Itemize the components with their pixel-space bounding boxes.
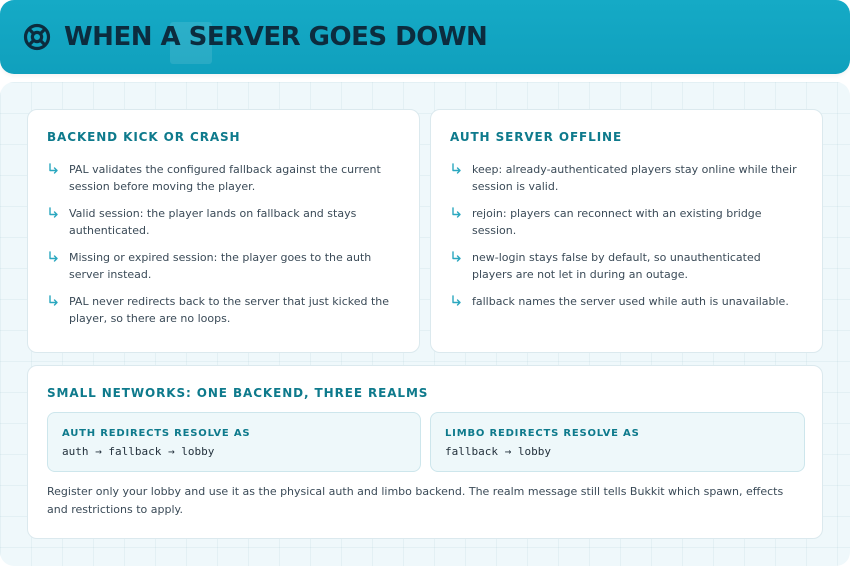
lifebuoy-icon <box>22 22 52 52</box>
list-item <box>450 293 804 310</box>
auth-redirects-box <box>47 412 421 472</box>
limbo-redirects-box <box>430 412 805 472</box>
list-item <box>47 293 401 327</box>
card-title: SMALL NETWORKS: ONE BACKEND, THREE REALMS <box>47 386 429 400</box>
limbo-redirects-chain: fallback → lobby <box>445 445 551 458</box>
list-item <box>450 249 804 283</box>
auth-redirects-title: AUTH REDIRECTS RESOLVE AS <box>62 428 251 439</box>
arrow-down-right-icon <box>450 163 462 175</box>
list-item-text: rejoin: players can reconnect with an existing bridge session. <box>472 207 762 237</box>
arrow-down-right-icon <box>47 251 59 263</box>
arrow-down-right-icon <box>47 207 59 219</box>
list-item-text: PAL never redirects back to the server that just kicked the player, so there are no loops. <box>69 295 390 325</box>
arrow-down-right-icon <box>47 295 59 307</box>
list-item <box>47 249 401 283</box>
card-title: AUTH SERVER OFFLINE <box>450 130 623 144</box>
list-item <box>450 161 804 195</box>
limbo-redirects-title: LIMBO REDIRECTS RESOLVE AS <box>445 428 640 439</box>
arrow-down-right-icon <box>47 163 59 175</box>
list-item-text: PAL validates the configured fallback against the current session before moving the player. <box>69 163 381 193</box>
arrow-down-right-icon <box>450 207 462 219</box>
card-small-networks <box>27 365 823 539</box>
list-item-text: keep: already-authenticated players stay online while their session is valid. <box>472 163 797 193</box>
page-title: WHEN A SERVER GOES DOWN <box>64 22 488 52</box>
card-backend-kick <box>27 109 420 353</box>
list-item-text: new-login stays false by default, so unauthenticated players are not let in during an outage. <box>472 251 761 281</box>
page-header <box>0 0 850 74</box>
bullet-list <box>450 161 804 310</box>
small-network-note: Register only your lobby and use it as the physical auth and limbo backend. The realm message still tells Bukkit which spawn, effects and restrictions to apply. <box>47 485 784 516</box>
list-item-text: fallback names the server used while auth is unavailable. <box>472 295 789 308</box>
card-title: BACKEND KICK OR CRASH <box>47 130 241 144</box>
bullet-list <box>47 161 401 327</box>
card-auth-offline <box>430 109 823 353</box>
arrow-down-right-icon <box>450 251 462 263</box>
auth-redirects-chain: auth → fallback → lobby <box>62 445 215 458</box>
list-item <box>47 205 401 239</box>
list-item <box>47 161 401 195</box>
list-item-text: Missing or expired session: the player goes to the auth server instead. <box>69 251 372 281</box>
list-item <box>450 205 804 239</box>
list-item-text: Valid session: the player lands on fallback and stays authenticated. <box>69 207 357 237</box>
arrow-down-right-icon <box>450 295 462 307</box>
